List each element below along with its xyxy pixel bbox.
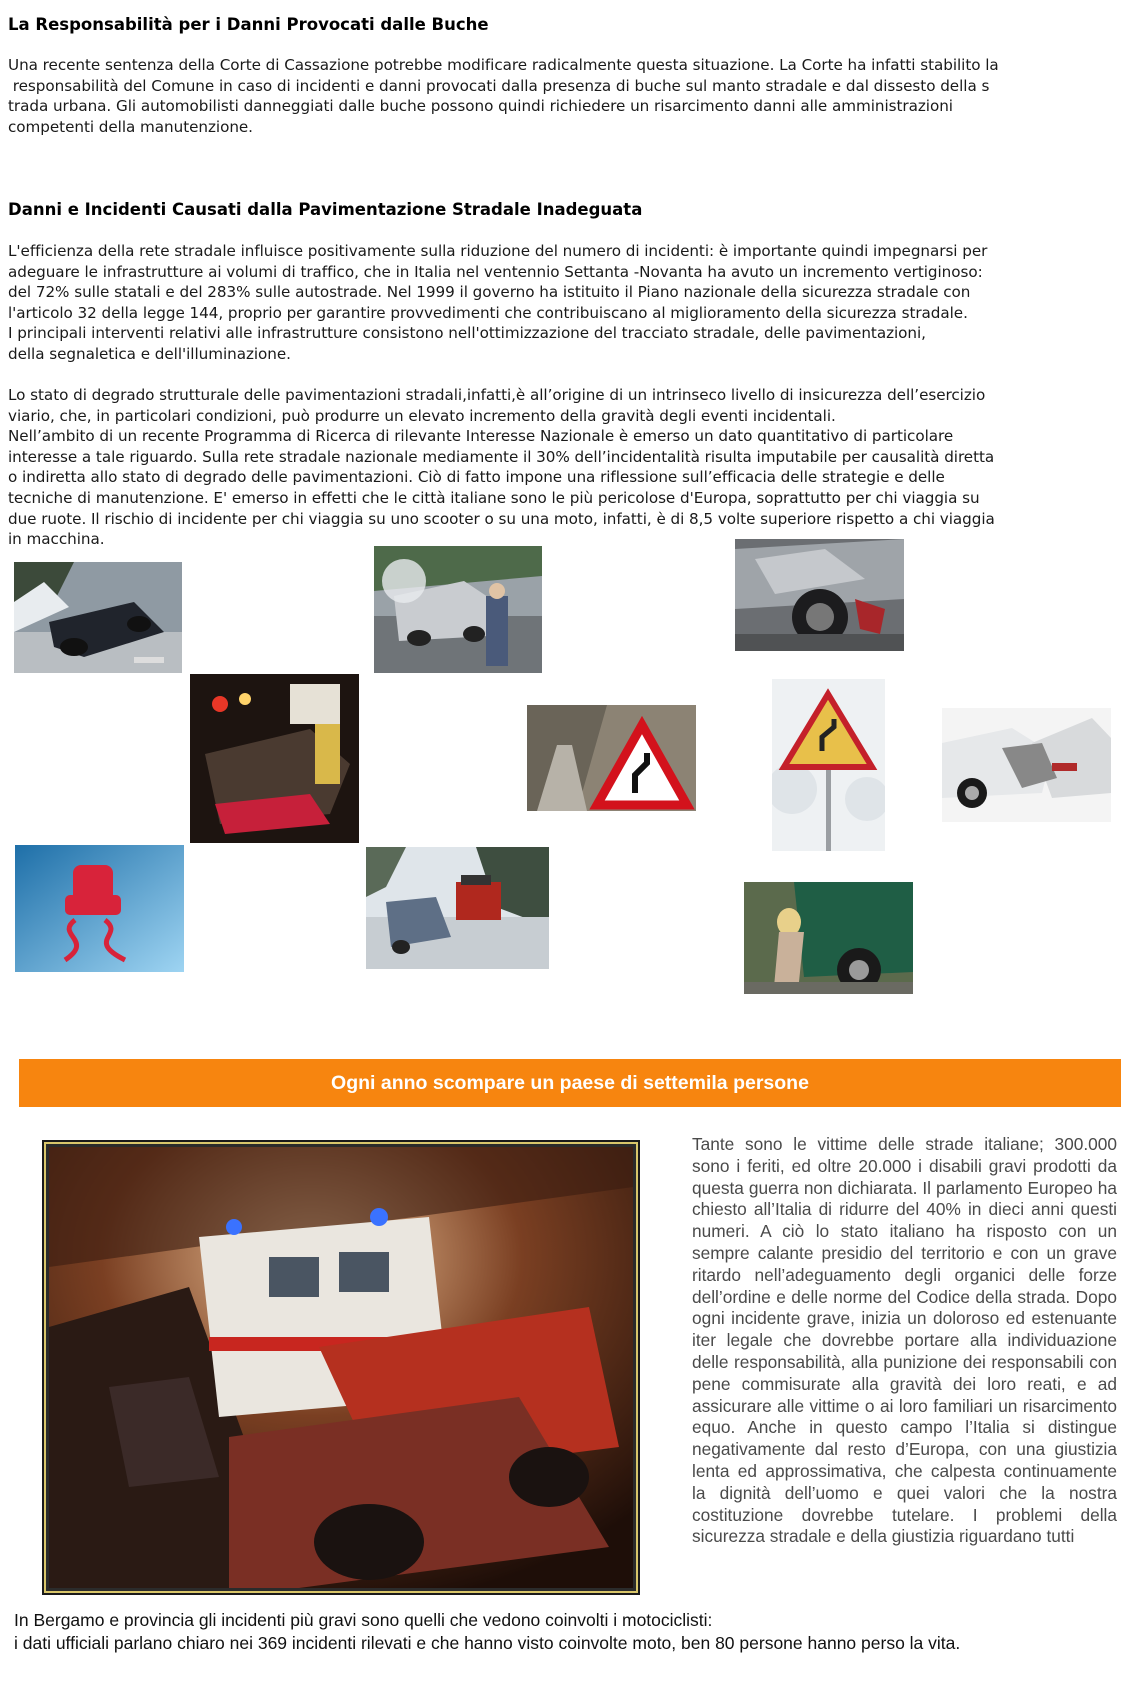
text-line: o indiretta allo stato di degrado delle pavimentazioni. Ciò di fatto impone una riflessione sull’efficacia delle strategie e delle [8,468,945,487]
text-line: due ruote. Il rischio di incidente per chi viaggia su uno scooter o su una moto, infatti, è di 8,5 volte superiore rispetto a chi viaggia [8,509,995,528]
text-line: Lo stato di degrado strutturale delle pavimentazioni stradali,infatti,è all’origine di un intrinseco livello di insicurezza dell’esercizio [8,386,986,404]
snow-tow-truck-photo [366,847,549,969]
section-paragraph-efficienza [8,241,1128,365]
man-on-phone-crash-photo [374,546,542,673]
section-title-buche: La Responsabilità per i Danni Provocati dalle Buche [8,15,489,34]
text-line: competenti della manutenzione. [8,117,253,136]
text-line: L'efficienza della rete stradale influisce positivamente sulla riduzione del numero di incidenti: è importante quindi impegnarsi per [8,242,988,260]
slippery-road-icon-photo [15,845,184,972]
section-title-pavimentazione: Danni e Incidenti Causati dalla Pavimentazione Stradale Inadeguata [8,200,643,219]
head-on-collision-photo [942,708,1111,822]
tunnel-crash-ambulance-photo [46,1144,636,1591]
text-line: tecniche di manutenzione. E' emerso in effetti che le città italiane sono le più pericolose d'Europa, soprattutto per chi viaggia su [8,488,980,507]
text-line: viario, che, in particolari condizioni, può produrre un elevato incremento della gravità degli eventi incidentali. [8,406,836,425]
banner-heading: Ogni anno scompare un paese di settemila persone [19,1059,1121,1107]
text-line: adeguare le infrastrutture ai volumi di traffico, che in Italia nel ventennio Settanta -Novanta ha avuto un incremento vertiginoso: [8,262,983,281]
damaged-wheel-photo [735,539,904,651]
winding-road-sign-photo [527,705,696,811]
footer-line-1: In Bergamo e provincia gli incidenti più gravi sono quelli che vedono coinvolti i motociclisti: [14,1610,713,1630]
text-line: l'articolo 32 della legge 144, proprio per garantire provvedimenti che contribuiscano al miglioramento della sicurezza stradale. [8,303,968,322]
overturned-car-photo [14,562,182,673]
section-paragraph-degrado [8,385,1128,550]
text-line: in macchina. [8,530,105,549]
text-line: trada urbana. Gli automobilisti danneggiati dalle buche possono quindi richiedere un risarcimento danni alle amministrazioni [8,97,953,116]
text-line: responsabilità del Comune in caso di incidenti e danni provocati dalla presenza di buche sul manto stradale e dal dissesto della s [8,76,990,95]
injured-woman-car-photo [744,882,913,994]
night-crash-photo [190,674,359,843]
text-line: I principali interventi relativi alle infrastrutture consistono nell'ottimizzazione del tracciato stradale, delle pavimentazioni, [8,324,926,343]
text-line: della segnaletica e dell'illuminazione. [8,344,291,363]
text-line: interesse a tale riguardo. Sulla rete stradale nazionale mediamente il 30% dell’incidentalità risulta imputabile per causalità diretta [8,447,995,466]
victims-paragraph: Tante sono le vittime delle strade italiane; 300.000 sono i feriti, ed oltre 20.000 i disabili gravi prodotti da questa guerra non dichiarata. Il parlamento Europeo ha chiesto all’Italia di ridurre del 40% in dieci anni questi numeri. A ciò lo stato italiano ha risposto con un sempre calante presidio del territorio e con un grave ritardo nell’adeguamento degli organici delle forze dell’ordine e delle norme del Codice della strada. Dopo ogni incidente grave, inizia un doloroso ed estenuante iter legale che dovrebbe portare alla individuazione delle responsabilità, alla punizione dei responsabili con pene commisurate alla gravità dei loro reati, e ad assicurare alle vittime o ai loro familiari un risarcimento equo. Anche in questo campo l’Italia si distingue negativamente dal resto d’Europa, con una giustizia lenta ed approssimativa, che calpesta continuamente la dignità dell’uomo e quei valori che la nostra costituzione dovrebbe tutelare. I problemi della sicurezza stradale e della giustizia riguardano tutti [692,1134,1117,1547]
text-line: Una recente sentenza della Corte di Cassazione potrebbe modificare radicalmente questa situazione. La Corte ha infatti stabilito la [8,56,999,74]
text-line: Nell’ambito di un recente Programma di Ricerca di rilevante Interesse Nazionale è emerso un dato quantitativo di particolare [8,427,954,446]
text-line: del 72% sulle statali e del 283% sulle autostrade. Nel 1999 il governo ha istituito il Piano nazionale della sicurezza stradale con [8,283,971,302]
section-paragraph-buche [8,55,1128,137]
snow-road-sign-photo [772,679,885,851]
footer-line-2: i dati ufficiali parlano chiaro nei 369 incidenti rilevati e che hanno visto coinvolte moto, ben 80 persone hanno perso la vita. [14,1633,961,1653]
